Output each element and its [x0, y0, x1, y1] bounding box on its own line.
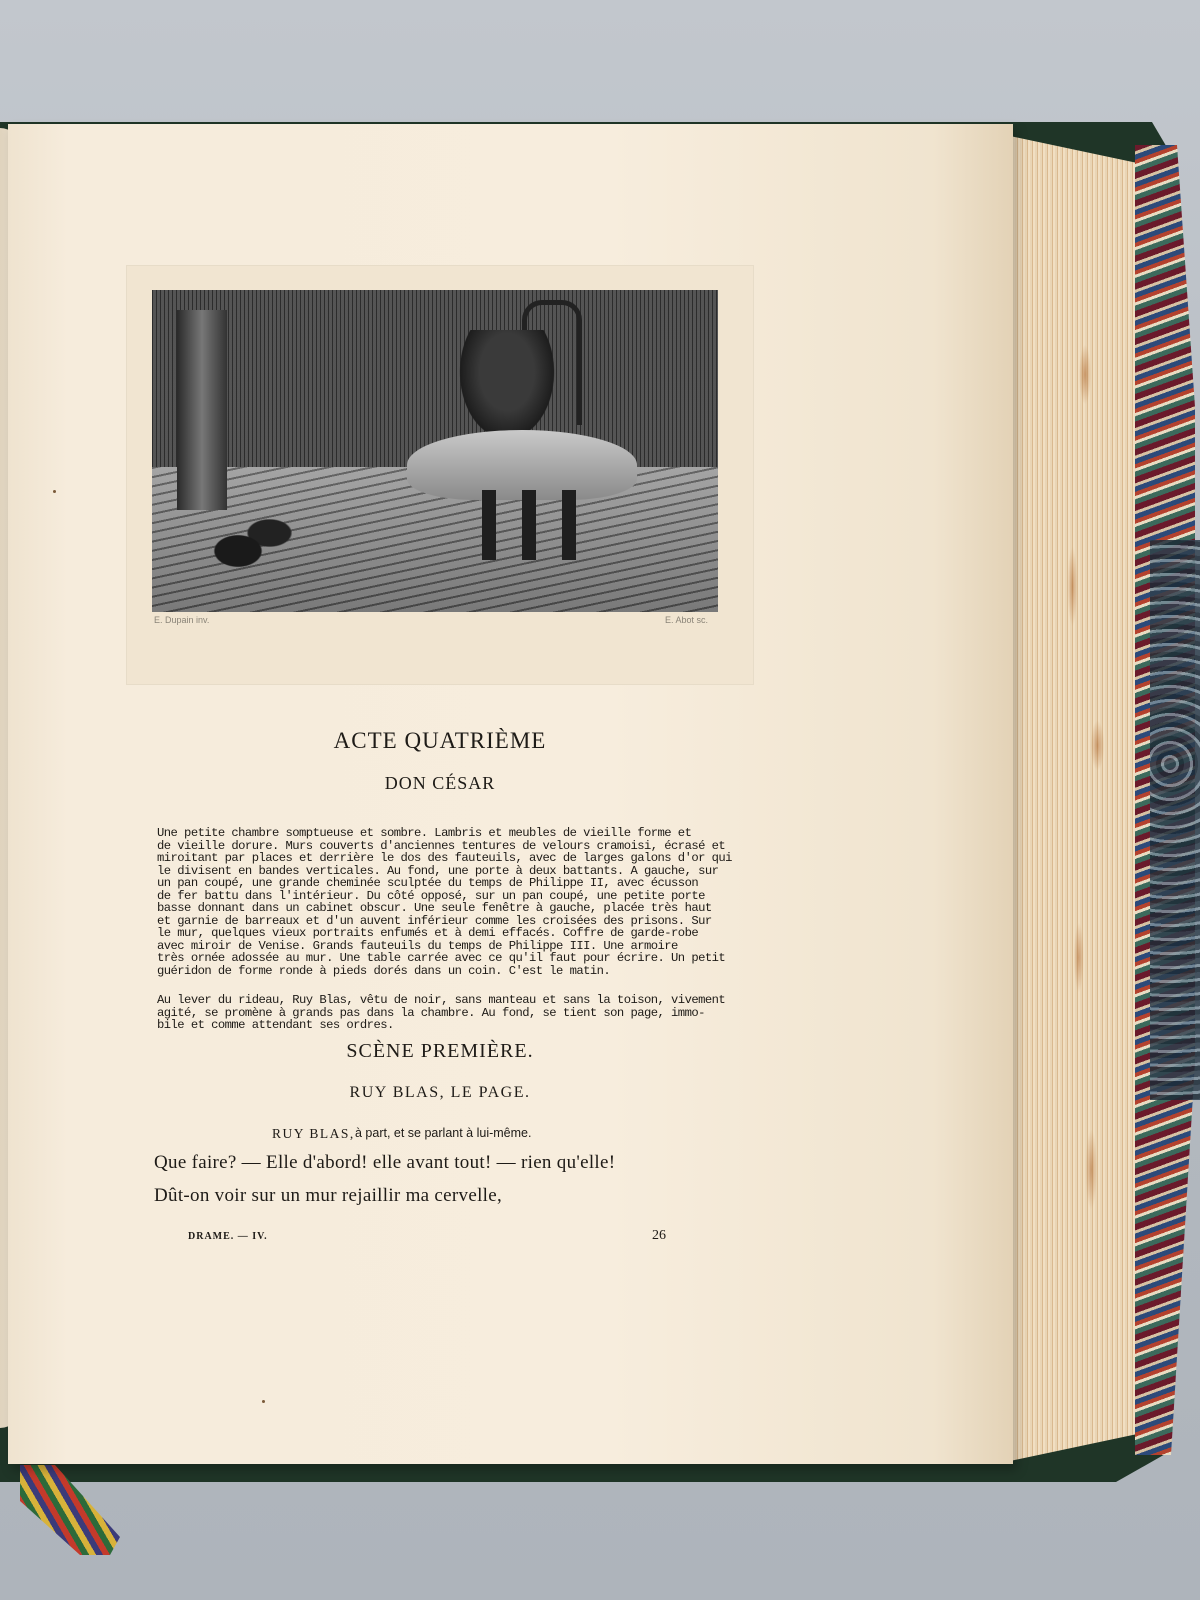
speaker-name: RUY BLAS,	[272, 1126, 355, 1141]
curtain-rise-description	[157, 994, 727, 1032]
stage-description-line: basse donnant dans un cabinet obscur. Une seule fenêtre à gauche, placée très haut	[157, 901, 712, 915]
verse-line: Que faire? — Elle d'abord! elle avant tout! — rien qu'elle!	[154, 1152, 616, 1173]
stage-description-line: guéridon de forme ronde à pieds dorés dans un coin. C'est le matin.	[157, 963, 611, 978]
engraving-legs	[482, 490, 592, 560]
stage-direction: à part, et se parlant à lui-même.	[355, 1126, 532, 1140]
curtain-rise-line: Au lever du rideau, Ruy Blas, vêtu de noir, sans manteau et sans la toison, vivement	[157, 993, 726, 1007]
curtain-rise-line: bile et comme attendant ses ordres.	[157, 1018, 394, 1032]
stage-description-line: miroitant par places et derrière le dos des fauteuils, avec de larges galons d'or qui	[157, 851, 732, 865]
engraving-shoes	[202, 515, 292, 575]
marbled-edge-pattern	[1150, 540, 1200, 1100]
engraving-credit-right: E. Abot sc.	[665, 615, 709, 625]
stage-description-line: très ornée adossée au mur. Une table carrée avec ce qu'il faut pour écrire. Un petit	[157, 951, 726, 965]
page-block-edges	[1010, 136, 1135, 1461]
act-title: ACTE QUATRIÈME	[333, 728, 547, 753]
engraving-stove	[177, 310, 227, 510]
stage-description-line: le divisent en bandes verticales. Au fond, une porte à deux battants. A gauche, sur	[157, 863, 719, 878]
stage-description	[157, 826, 732, 978]
stage-description-line: un pan coupé, une grande cheminée sculptée du temps de Philippe II, avec écusson	[157, 876, 699, 890]
signature-mark: DRAME. — IV.	[188, 1231, 268, 1242]
foxing-spot	[53, 490, 56, 493]
engraving-credit-left: E. Dupain inv.	[154, 615, 210, 625]
stage-description-line: de vieille dorure. Murs couverts d'anciennes tentures de velours cramoisi, écrasé et	[157, 838, 726, 853]
stage-description-line: et garnie de barreaux et d'un auvent inférieur comme les croisées des prisons. Sur	[157, 913, 712, 928]
scene-characters: RUY BLAS, LE PAGE.	[349, 1084, 531, 1101]
curtain-rise-line: agité, se promène à grands pas dans la chambre. Au fond, se tient son page, immo-	[157, 1005, 705, 1020]
stage-description-line: Une petite chambre somptueuse et sombre. Lambris et meubles de vieille forme et	[157, 826, 692, 840]
verse-line: Dût-on voir sur un mur rejaillir ma cervelle,	[154, 1185, 503, 1206]
stage-description-line: de fer battu dans l'intérieur. Du côté opposé, sur un pan coupé, une petite porte	[157, 888, 705, 903]
stage-description-line: le mur, quelques vieux portraits enfumés et à demi effacés. Coffre de garde-robe	[157, 926, 699, 940]
act-subtitle: DON CÉSAR	[384, 773, 496, 793]
stage-description-line: avec miroir de Venise. Grands fauteuils du temps de Philippe III. Une armoire	[157, 938, 678, 953]
page-number: 26	[652, 1228, 666, 1243]
engraving-illustration	[152, 290, 718, 612]
foxing-spot	[262, 1400, 265, 1403]
scene-title: SCÈNE PREMIÈRE.	[346, 1040, 534, 1062]
